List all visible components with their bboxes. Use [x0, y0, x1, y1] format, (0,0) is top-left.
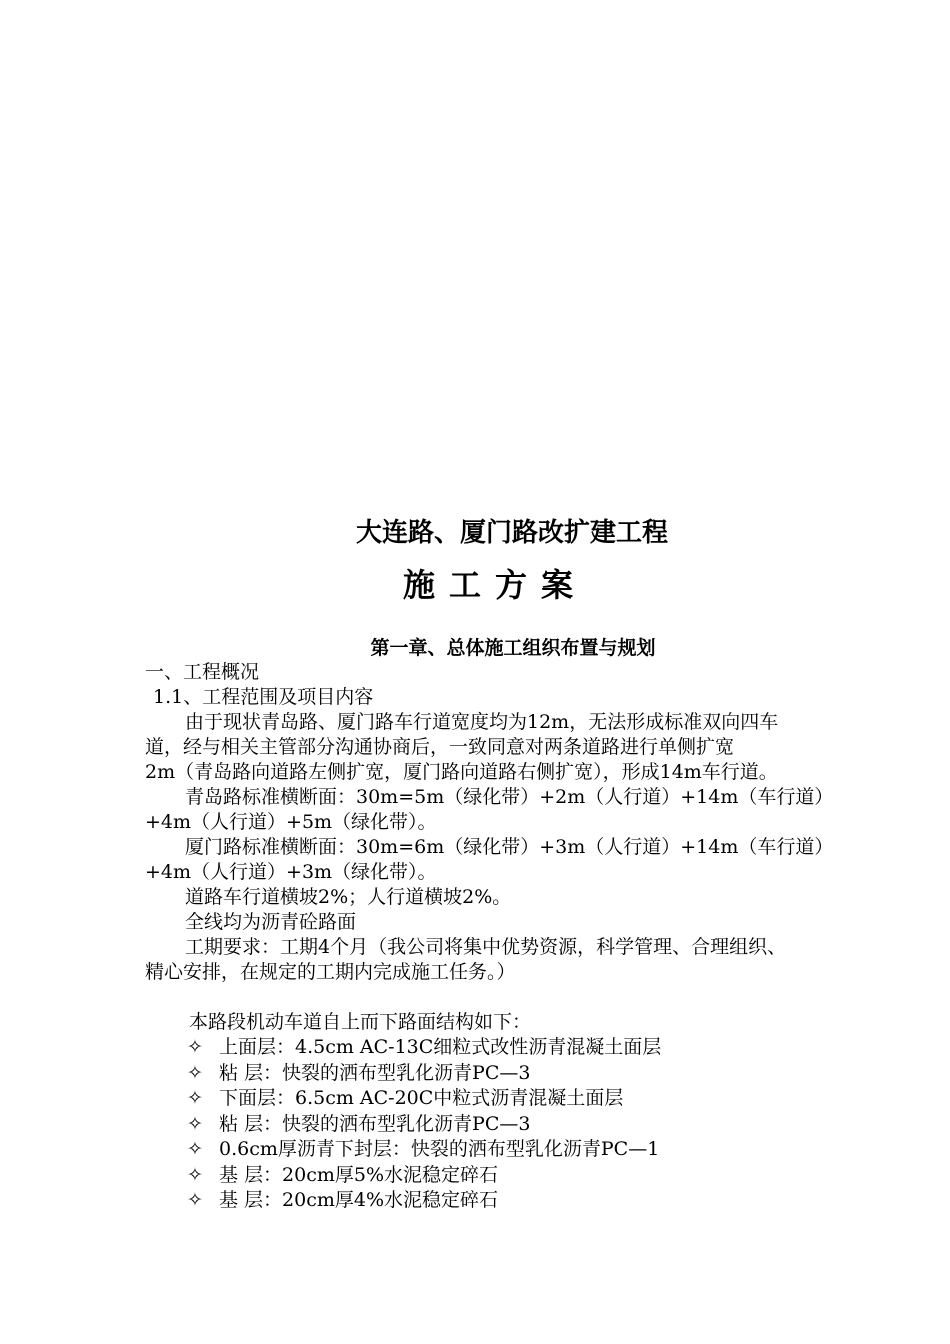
bullet-icon: ✧	[187, 1163, 203, 1186]
paragraph-line: 青岛路标准横断面：30m=5m（绿化带）+2m（人行道）+14m（车行道）	[185, 786, 834, 808]
list-item	[145, 1035, 905, 1061]
bullet-icon: ✧	[187, 1061, 203, 1084]
list-item-text: 粘 层：快裂的洒布型乳化沥青PC—3	[219, 1112, 531, 1135]
section-heading: 一、工程概况	[145, 661, 260, 683]
paragraph-line: 道，经与相关主管部分沟通协商后，一致同意对两条道路进行单侧扩宽	[145, 736, 735, 758]
list-item	[145, 1137, 905, 1163]
paragraph-line: 精心安排，在规定的工期内完成施工任务。）	[145, 961, 516, 983]
paragraph-line: +4m（人行道）+3m（绿化带）。	[145, 861, 437, 883]
list-item-text: 0.6cm厚沥青下封层：快裂的洒布型乳化沥青PC—1	[219, 1138, 660, 1160]
paragraph-line: +4m（人行道）+5m（绿化带）。	[145, 811, 437, 833]
bullet-icon: ✧	[187, 1087, 203, 1109]
list-item-text: 下面层：6.5cm AC-20C中粒式沥青混凝土面层	[219, 1087, 624, 1109]
paragraph-line: 由于现状青岛路、厦门路车行道宽度均为12m，无法形成标准双向四车	[185, 711, 779, 733]
list-item	[145, 1086, 905, 1112]
bullet-icon: ✧	[187, 1036, 203, 1058]
list-item	[145, 1061, 905, 1087]
list-item	[145, 1163, 905, 1189]
bullet-icon: ✧	[187, 1189, 203, 1211]
paragraph-line: 全线均为沥青砼路面	[185, 911, 357, 933]
list-item-text: 基 层：20cm厚5%水泥稳定碎石	[219, 1163, 499, 1186]
document-subtitle: 施工方案	[402, 566, 587, 604]
document-title: 大连路、厦门路改扩建工程	[355, 518, 668, 548]
paragraph-line: 工期要求：工期4个月（我公司将集中优势资源，科学管理、合理组织、	[185, 936, 787, 958]
paragraph-line: 本路段机动车道自上而下路面结构如下：	[189, 1011, 532, 1033]
chapter-heading: 第一章、总体施工组织布置与规划	[370, 637, 656, 659]
list-item-text: 粘 层：快裂的洒布型乳化沥青PC—3	[219, 1061, 531, 1084]
list-item	[145, 1188, 905, 1214]
list-item-text: 上面层：4.5cm AC-13C细粒式改性沥青混凝土面层	[219, 1036, 662, 1058]
blank-line	[145, 985, 905, 1010]
subsection-heading: 1.1、工程范围及项目内容	[153, 686, 374, 708]
paragraph-line: 道路车行道横坡2%；人行道横坡2%。	[185, 886, 512, 908]
document-body	[145, 660, 905, 1214]
list-item-text: 基 层：20cm厚4%水泥稳定碎石	[219, 1189, 499, 1211]
paragraph-line: 厦门路标准横断面：30m=6m（绿化带）+3m（人行道）+14m（车行道）	[185, 836, 834, 858]
bullet-icon: ✧	[187, 1138, 203, 1160]
paragraph-line: 2m（青岛路向道路左侧扩宽，厦门路向道路右侧扩宽），形成14m车行道。	[145, 761, 778, 783]
bullet-icon: ✧	[187, 1112, 203, 1135]
list-item	[145, 1112, 905, 1138]
